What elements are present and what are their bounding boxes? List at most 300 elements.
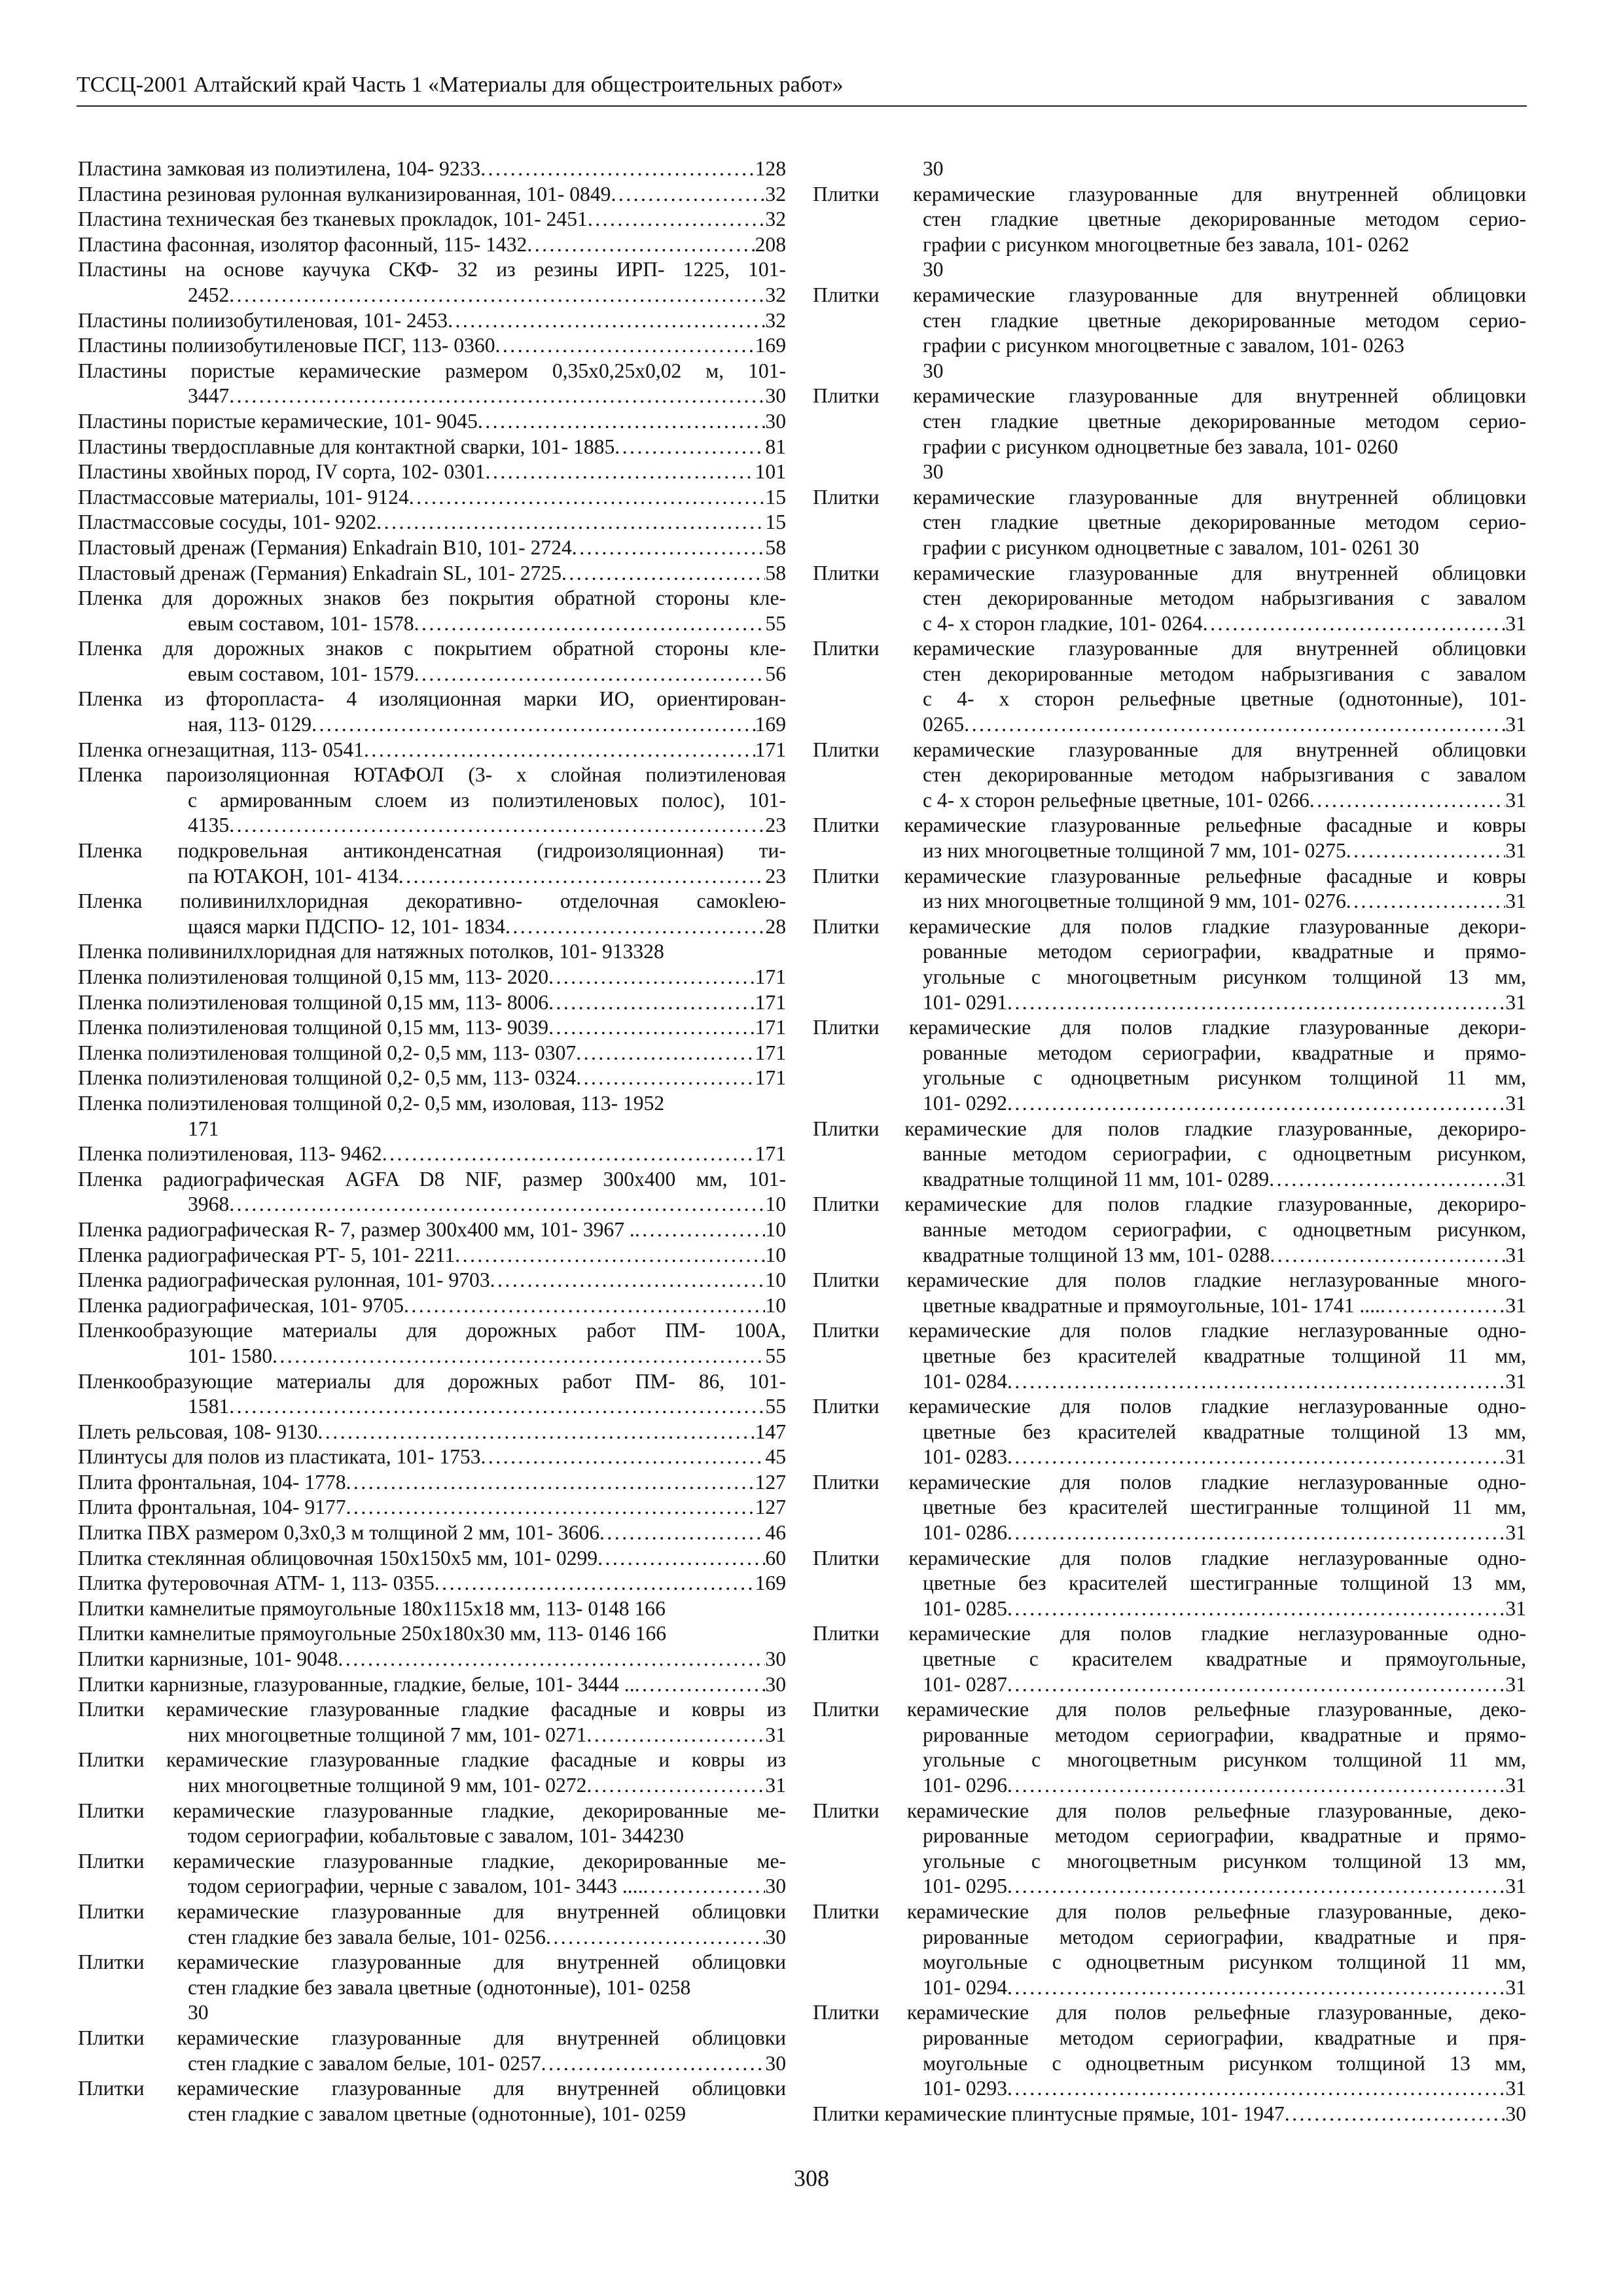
entry-line: Плитки керамические глазурованные для внутренней облицовки	[813, 283, 1526, 306]
entry-page: 10	[765, 1217, 786, 1241]
entry-line: Плитки керамические для полов гладкие глазурованные, декориро-	[813, 1193, 1526, 1216]
entry-text: Пластмассовые сосуды, 101- 9202	[78, 511, 377, 534]
entry-page: 30	[765, 409, 786, 433]
index-entry	[813, 1621, 1526, 1697]
entry-line: Пленка радиографическая AGFA D8 NIF, размер 300х400 мм, 101-	[78, 1167, 786, 1191]
entry-line: цветные с красителем квадратные и прямоугольные,	[923, 1647, 1526, 1671]
entry-line: Плитки керамические глазурованные для внутренней облицовки	[813, 182, 1526, 206]
index-entry	[78, 359, 786, 409]
dot-leader	[364, 738, 755, 763]
entry-text: Пленка полиэтиленовая толщиной 0,15 мм, 113- 2020	[78, 965, 549, 988]
entry-text: Пленка радиографическая рулонная, 101- 9703	[78, 1268, 490, 1292]
dot-leader	[1007, 1596, 1505, 1622]
dot-leader	[455, 1243, 765, 1268]
entry-line: рированные методом сериографии, квадратные и прямо-	[923, 1723, 1526, 1746]
dot-leader	[597, 1546, 765, 1571]
dot-leader	[346, 1470, 755, 1496]
entry-text: 0265	[923, 713, 965, 736]
entry-line	[78, 2051, 786, 2077]
entry-line	[813, 1672, 1526, 1698]
entry-line: Плитки керамические для полов гладкие неглазурованные много-	[813, 1268, 1526, 1292]
entry-page: 55	[765, 611, 786, 635]
entry-line: с армированным слоем из полиэтиленовых полос), 101-	[188, 788, 786, 812]
index-entry	[78, 308, 786, 334]
entry-page: 32	[765, 182, 786, 206]
entry-text: Пластины полиизобутиленовая, 101- 2453	[78, 308, 448, 332]
entry-line: стен гладкие цветные декорированные методом серио-	[923, 409, 1526, 433]
entry-page: 31	[1505, 1293, 1526, 1317]
entry-line: цветные без красителей квадратные толщиной 13 мм,	[923, 1420, 1526, 1443]
entry-line	[813, 1874, 1526, 1899]
entry-page: 171	[188, 1117, 219, 1140]
dot-leader	[480, 156, 755, 182]
entry-page: 10	[765, 1268, 786, 1292]
dot-leader	[635, 1672, 766, 1698]
index-entry	[78, 1950, 786, 2026]
entry-line	[78, 459, 786, 485]
entry-line	[813, 1369, 1526, 1395]
entry-text: Плитка футеровочная АТМ- 1, 113- 0355	[78, 1571, 435, 1595]
index-entry	[78, 1697, 786, 1748]
dot-leader	[229, 1192, 765, 1217]
index-entry	[813, 813, 1526, 863]
dot-leader	[414, 611, 766, 637]
dot-leader	[1285, 2102, 1506, 2127]
entry-line	[78, 1925, 786, 1950]
dot-leader	[376, 510, 765, 535]
dot-leader	[1310, 788, 1506, 814]
entry-page: 31	[1505, 788, 1526, 812]
entry-line	[813, 889, 1526, 914]
entry-text: Пластовый дренаж (Германия) Enkadrain B10, 101- 2724	[78, 535, 572, 559]
entry-line: цветные без красителей шестигранные толщиной 11 мм,	[923, 1496, 1526, 1519]
entry-page: 30	[765, 1925, 786, 1948]
dot-leader	[1346, 889, 1506, 914]
entry-line: Плитки керамические глазурованные для внутренней облицовки	[813, 738, 1526, 761]
entry-line	[78, 1192, 786, 1217]
entry-line	[813, 2076, 1526, 2102]
entry-page: 31	[765, 1774, 786, 1797]
entry-page: 31	[1505, 839, 1526, 863]
entry-text: 101- 0285	[923, 1596, 1007, 1620]
entry-text: Пластины твердосплавные для контактной сварки, 101- 1885	[78, 435, 615, 458]
dot-leader	[1007, 1520, 1505, 1546]
entry-line: Плитки керамические глазурованные гладкие, декорированные ме-	[78, 1799, 786, 1822]
entry-text: 3447	[188, 384, 230, 408]
entry-line: Плитки керамические для полов рельефные глазурованные, деко-	[813, 1899, 1526, 1923]
entry-line: Плитки керамические глазурованные гладкие фасадные и ковры из	[78, 1698, 786, 1721]
entry-page: 171	[755, 1142, 786, 1166]
entry-text: Пленка полиэтиленовая толщиной 0,15 мм, 113- 8006	[78, 990, 549, 1014]
index-entry	[78, 1849, 786, 1899]
index-entry	[78, 182, 786, 207]
entry-line: Плитки керамические для полов гладкие неглазурованные одно-	[813, 1622, 1526, 1645]
entry-text: с 4- х сторон рельефные цветные, 101- 0266	[923, 788, 1310, 812]
entry-line: Пленка для дорожных знаков без покрытия обратной стороны кле-	[78, 586, 786, 610]
dot-leader	[1380, 1293, 1505, 1319]
index-entry	[78, 1799, 786, 1849]
entry-page: 30	[923, 460, 944, 484]
entry-text: Плита фронтальная, 104- 1778	[78, 1470, 346, 1494]
index-entry	[813, 1117, 1526, 1193]
entry-page: 169	[755, 334, 786, 357]
dot-leader	[486, 459, 755, 485]
dot-leader	[480, 1444, 765, 1470]
index-entry	[78, 762, 786, 838]
entry-line	[78, 738, 786, 763]
entry-line: рованные методом сериографии, квадратные и прямо-	[923, 1041, 1526, 1064]
dot-leader	[404, 1293, 765, 1319]
entry-text: стен гладкие с завалом белые, 101- 0257	[188, 2051, 541, 2075]
entry-text: 3968	[188, 1193, 230, 1216]
entry-page: 58	[765, 535, 786, 559]
index-entry	[78, 1217, 786, 1243]
entry-page: 128	[755, 157, 786, 180]
entry-page: 31	[1505, 1091, 1526, 1115]
entry-line	[78, 1444, 786, 1470]
index-entry	[813, 2000, 1526, 2101]
entry-line	[78, 1874, 786, 1899]
entry-text: Пластина техническая без тканевых прокладок, 101- 2451	[78, 207, 588, 231]
entry-line: угольные с многоцветным рисунком толщиной 13 мм,	[923, 1849, 1526, 1873]
index-entry	[78, 586, 786, 636]
entry-page: 30	[765, 1874, 786, 1898]
entry-line: Плитки керамические для полов гладкие неглазурованные одно-	[813, 1319, 1526, 1342]
entry-page: 31	[1505, 1874, 1526, 1898]
entry-line	[78, 308, 786, 334]
index-entry	[78, 939, 786, 965]
entry-text: Пластмассовые материалы, 101- 9124	[78, 485, 409, 509]
entry-line	[813, 2102, 1526, 2127]
entry-line: Плитки керамические глазурованные для внутренней облицовки	[813, 485, 1526, 509]
index-entry	[78, 1470, 786, 1496]
dot-leader	[548, 990, 755, 1016]
entry-line	[78, 914, 786, 940]
dot-leader	[338, 1647, 765, 1672]
dot-leader	[1203, 611, 1506, 637]
entry-text: Плита фронтальная, 104- 9177	[78, 1496, 346, 1519]
entry-line	[78, 864, 786, 889]
entry-line: Плитки керамические для полов гладкие неглазурованные одно-	[813, 1470, 1526, 1494]
entry-line: Пленка пароизоляционная ЮТАФОЛ (3- х слойная полиэтиленовая	[78, 763, 786, 787]
entry-page: 60	[765, 1546, 786, 1570]
dot-leader	[548, 965, 755, 990]
entry-line: Плитки керамические глазурованные для внутренней облицовки	[78, 1899, 786, 1923]
entry-text: 101- 0292	[923, 1091, 1007, 1115]
index-entry	[78, 435, 786, 460]
index-entry	[78, 1495, 786, 1520]
dot-leader	[562, 561, 765, 586]
index-entry	[78, 333, 786, 359]
dot-leader	[1270, 1243, 1505, 1268]
entry-line	[78, 333, 786, 359]
index-entry	[78, 1268, 786, 1293]
entry-page: 171	[755, 1066, 786, 1090]
entry-line: угольные с многоцветным рисунком толщиной 13 мм,	[923, 965, 1526, 988]
dot-leader	[317, 1420, 755, 1445]
entry-page: 31	[1505, 889, 1526, 913]
entry-text: Пленка радиографическая РТ- 5, 101- 2211	[78, 1243, 455, 1266]
entry-page: 31	[1505, 1521, 1526, 1545]
entry-line: ванные методом сериографии, с одноцветным рисунком,	[923, 1217, 1526, 1241]
entry-text: евым составом, 101- 1579	[188, 662, 414, 685]
dot-leader	[1007, 1091, 1505, 1117]
index-entry	[78, 687, 786, 737]
entry-line	[78, 485, 786, 511]
index-entry	[813, 636, 1526, 737]
entry-line	[813, 1975, 1526, 2001]
dot-leader	[490, 1268, 766, 1293]
dot-leader	[576, 1041, 755, 1066]
dot-leader	[229, 813, 765, 838]
entry-page: 23	[765, 864, 786, 888]
index-entry	[78, 2076, 786, 2126]
entry-line	[813, 788, 1526, 814]
entry-text: 4135	[188, 814, 230, 837]
entry-page: 169	[755, 713, 786, 736]
entry-line: графии с рисунком одноцветные без завала, 101- 0260	[923, 435, 1399, 458]
entry-text: из них многоцветные толщиной 9 мм, 101- 0276	[923, 889, 1346, 913]
index-entry	[78, 1546, 786, 1571]
entry-line: графии с рисунком многоцветные с завалом, 101- 0263	[923, 334, 1404, 357]
entry-line: стен гладкие цветные декорированные методом серио-	[923, 308, 1526, 332]
entry-page: 171	[755, 1041, 786, 1064]
index-entry	[813, 485, 1526, 561]
entry-page: 32	[765, 308, 786, 332]
dot-leader	[635, 1217, 766, 1243]
entry-line	[78, 965, 786, 990]
entry-line	[78, 510, 786, 535]
entry-page: 32	[765, 207, 786, 231]
entry-text: Пластина замковая из полиэтилена, 104- 9233	[78, 157, 481, 180]
index-entry	[78, 1293, 786, 1319]
entry-line: Пленка подкровельная антиконденсатная (гидроизоляционная) ти-	[78, 839, 786, 863]
entry-text: Пленка полиэтиленовая толщиной 0,2- 0,5 мм, 113- 0307	[78, 1041, 577, 1064]
entry-line: Плитки керамические для полов рельефные глазурованные, деко-	[813, 1799, 1526, 1822]
index-entry	[78, 1672, 786, 1698]
index-entry	[78, 1748, 786, 1798]
entry-line: рированные методом сериографии, квадратные и прямо-	[923, 1824, 1526, 1848]
entry-line: стен гладкие цветные декорированные методом серио-	[923, 511, 1526, 534]
entry-line: Плитки керамические глазурованные для внутренней облицовки	[78, 1950, 786, 1974]
entry-text: евым составом, 101- 1578	[188, 611, 414, 635]
index-entry	[813, 1697, 1526, 1798]
entry-text: Плеть рельсовая, 108- 9130	[78, 1420, 318, 1443]
entry-line: Пленкообразующие материалы для дорожных работ ПМ- 100А,	[78, 1319, 786, 1342]
index-entry	[78, 232, 786, 258]
entry-page: 147	[755, 1420, 786, 1443]
index-entry	[78, 1243, 786, 1268]
entry-line	[78, 1571, 786, 1596]
entry-line: Плитки керамические глазурованные рельефные фасадные и ковры	[813, 814, 1526, 837]
dot-leader	[643, 1874, 765, 1899]
index-entry	[78, 1015, 786, 1041]
index-entry	[813, 561, 1526, 637]
entry-page: 127	[755, 1470, 786, 1494]
entry-line: стен декорированные методом набрызгивания с завалом	[923, 763, 1526, 787]
index-entry	[78, 409, 786, 435]
index-entry	[78, 1571, 786, 1596]
dot-leader	[1007, 1444, 1505, 1470]
index-entry	[78, 2026, 786, 2076]
index-entry	[78, 1520, 786, 1546]
entry-line: Пленка поливинилхлоридная декоративно- отделочная самокleю-	[78, 889, 786, 913]
dot-leader	[505, 914, 765, 940]
entry-line: Плитки керамические для полов рельефные глазурованные, деко-	[813, 1698, 1526, 1721]
entry-page: 171	[755, 1016, 786, 1039]
entry-line: стен гладкие без завала цветные (однотонные), 101- 0258	[188, 1975, 691, 1999]
index-entry	[78, 257, 786, 308]
entry-line	[78, 207, 786, 232]
entry-text: Пленка полиэтиленовая толщиной 0,15 мм, 113- 9039	[78, 1016, 549, 1039]
entry-line	[78, 182, 786, 207]
entry-line: стен гладкие с завалом цветные (однотонные), 101- 0259	[188, 2102, 686, 2125]
dot-leader	[1346, 838, 1506, 864]
entry-page: 15	[765, 485, 786, 509]
entry-line: рированные методом сериографии, квадратные и пря-	[923, 2026, 1526, 2049]
entry-page: 101	[755, 460, 786, 484]
dot-leader	[382, 1141, 755, 1167]
entry-line	[78, 662, 786, 687]
entry-line: Плитки керамические для полов гладкие глазурованные декори-	[813, 1016, 1526, 1039]
dot-leader	[272, 1344, 765, 1369]
entry-line	[813, 1243, 1526, 1268]
entry-text: Пленка полиэтиленовая толщиной 0,2- 0,5 мм, 113- 0324	[78, 1066, 577, 1090]
index-column-left	[78, 156, 786, 2126]
entry-text: 101- 0295	[923, 1874, 1007, 1898]
entry-page: 31	[1505, 1243, 1526, 1266]
index-entry	[78, 636, 786, 687]
entry-line	[78, 1041, 786, 1066]
entry-line: Плитки керамические для полов рельефные глазурованные, деко-	[813, 2001, 1526, 2024]
entry-line: графии с рисунком многоцветные без завала, 101- 0262	[923, 232, 1410, 256]
index-entry	[813, 182, 1526, 283]
entry-page: 30	[765, 2051, 786, 2075]
entry-text: щаяся марки ПДСПО- 12, 101- 1834	[188, 914, 505, 938]
entry-line: Плитки керамические глазурованные для внутренней облицовки	[813, 384, 1526, 408]
entry-line: рированные методом сериографии, квадратные и пря-	[923, 1925, 1526, 1948]
dot-leader	[1007, 1773, 1505, 1799]
index-entry	[813, 864, 1526, 914]
entry-text: Пленка радиографическая R- 7, размер 300х400 мм, 101- 3967 .	[78, 1217, 635, 1241]
entry-line	[78, 1394, 786, 1420]
entry-line: Плитки керамические для полов гладкие глазурованные, декориро-	[813, 1117, 1526, 1140]
entry-page: 31	[1505, 1369, 1526, 1393]
entry-line: Плитки керамические глазурованные для внутренней облицовки	[78, 2077, 786, 2100]
entry-line: угольные с многоцветным рисунком толщиной 11 мм,	[923, 1748, 1526, 1772]
entry-text: Пленка огнезащитная, 113- 0541	[78, 738, 365, 761]
entry-line: ванные методом сериографии, с одноцветным рисунком,	[923, 1142, 1526, 1166]
entry-line	[78, 1293, 786, 1319]
index-entry	[78, 207, 786, 232]
entry-page: 10	[765, 1293, 786, 1317]
entry-text: Пленка радиографическая, 101- 9705	[78, 1293, 404, 1317]
running-header: ТССЦ-2001 Алтайский край Часть 1 «Материалы для общестроительных работ»	[77, 73, 844, 97]
index-entry	[78, 510, 786, 535]
entry-text: Плитки карнизные, глазурованные, гладкие, белые, 101- 3444 ..	[78, 1672, 635, 1696]
entry-text: с 4- х сторон гладкие, 101- 0264	[923, 611, 1203, 635]
entry-page: 171	[755, 990, 786, 1014]
entry-line: Пленка для дорожных знаков с покрытием обратной стороны кле-	[78, 637, 786, 660]
entry-line	[78, 1647, 786, 1672]
entry-line: Плитки керамические глазурованные для внутренней облицовки	[78, 2026, 786, 2049]
dot-leader	[586, 1773, 765, 1799]
entry-text: цветные квадратные и прямоугольные, 101- 1741 ....	[923, 1293, 1380, 1317]
dot-leader	[546, 1925, 765, 1950]
index-entry	[813, 283, 1526, 384]
entry-line	[813, 1596, 1526, 1622]
dot-leader	[435, 1571, 755, 1596]
entry-page: 171	[755, 738, 786, 761]
dot-leader	[448, 308, 765, 334]
header-rule	[77, 105, 1527, 107]
dot-leader	[1269, 1167, 1505, 1193]
entry-page: 31	[1505, 1975, 1526, 1999]
index-entry	[78, 965, 786, 990]
entry-line	[78, 409, 786, 435]
entry-line: цветные без красителей квадратные толщиной 11 мм,	[923, 1344, 1526, 1367]
entry-line	[78, 1420, 786, 1445]
index-entry	[78, 889, 786, 939]
entry-text: Пленка полиэтиленовая, 113- 9462	[78, 1142, 382, 1166]
entry-text: па ЮТАКОН, 101- 4134	[188, 864, 399, 888]
dot-leader	[541, 2051, 766, 2077]
index-entry	[78, 1369, 786, 1420]
entry-line: стен декорированные методом набрызгивания с завалом	[923, 586, 1526, 610]
entry-line	[813, 611, 1526, 637]
entry-page: 31	[1505, 1596, 1526, 1620]
entry-line: Плитки керамические для полов гладкие глазурованные декори-	[813, 914, 1526, 938]
entry-line	[78, 990, 786, 1016]
entry-line: Плитки керамические для полов гладкие неглазурованные одно-	[813, 1546, 1526, 1570]
entry-line	[78, 1066, 786, 1091]
entry-text: 101- 0293	[923, 2077, 1007, 2100]
entry-page: 30	[923, 359, 944, 382]
index-entry	[813, 2102, 1526, 2127]
entry-text: из них многоцветные толщиной 7 мм, 101- 0275	[923, 839, 1346, 863]
dot-leader	[1007, 990, 1505, 1016]
entry-line	[78, 1723, 786, 1748]
entry-text: 101- 0294	[923, 1975, 1007, 1999]
index-entry	[813, 1394, 1526, 1470]
dot-leader	[229, 1394, 765, 1420]
entry-text: тодом сериографии, черные с завалом, 101- 3443 ....	[188, 1874, 643, 1898]
entry-page: 127	[755, 1496, 786, 1519]
entry-page: 30	[1505, 2102, 1526, 2125]
index-entry	[813, 738, 1526, 814]
entry-page: 10	[765, 1243, 786, 1266]
index-entry	[813, 384, 1526, 484]
dot-leader	[1007, 2076, 1505, 2102]
entry-line	[78, 1520, 786, 1546]
index-entry	[78, 1141, 786, 1167]
entry-page: 30	[765, 384, 786, 408]
entry-text: 101- 0287	[923, 1672, 1007, 1696]
dot-leader	[527, 232, 755, 258]
entry-line: угольные с одноцветным рисунком толщиной 11 мм,	[923, 1066, 1526, 1090]
entry-page: 31	[1505, 2077, 1526, 2100]
entry-line: Пластины на основе каучука СКФ- 32 из резины ИРП- 1225, 101-	[78, 258, 786, 281]
index-entry	[813, 1470, 1526, 1546]
index-entry	[78, 1066, 786, 1091]
entry-line: рованные методом сериографии, квадратные и прямо-	[923, 940, 1526, 963]
index-entry	[78, 485, 786, 511]
dot-leader	[1007, 1874, 1505, 1899]
entry-line: Плитки керамические глазурованные гладкие, декорированные ме-	[78, 1849, 786, 1873]
index-entry	[78, 1596, 786, 1622]
dot-leader	[229, 283, 765, 308]
dot-leader	[409, 485, 766, 511]
